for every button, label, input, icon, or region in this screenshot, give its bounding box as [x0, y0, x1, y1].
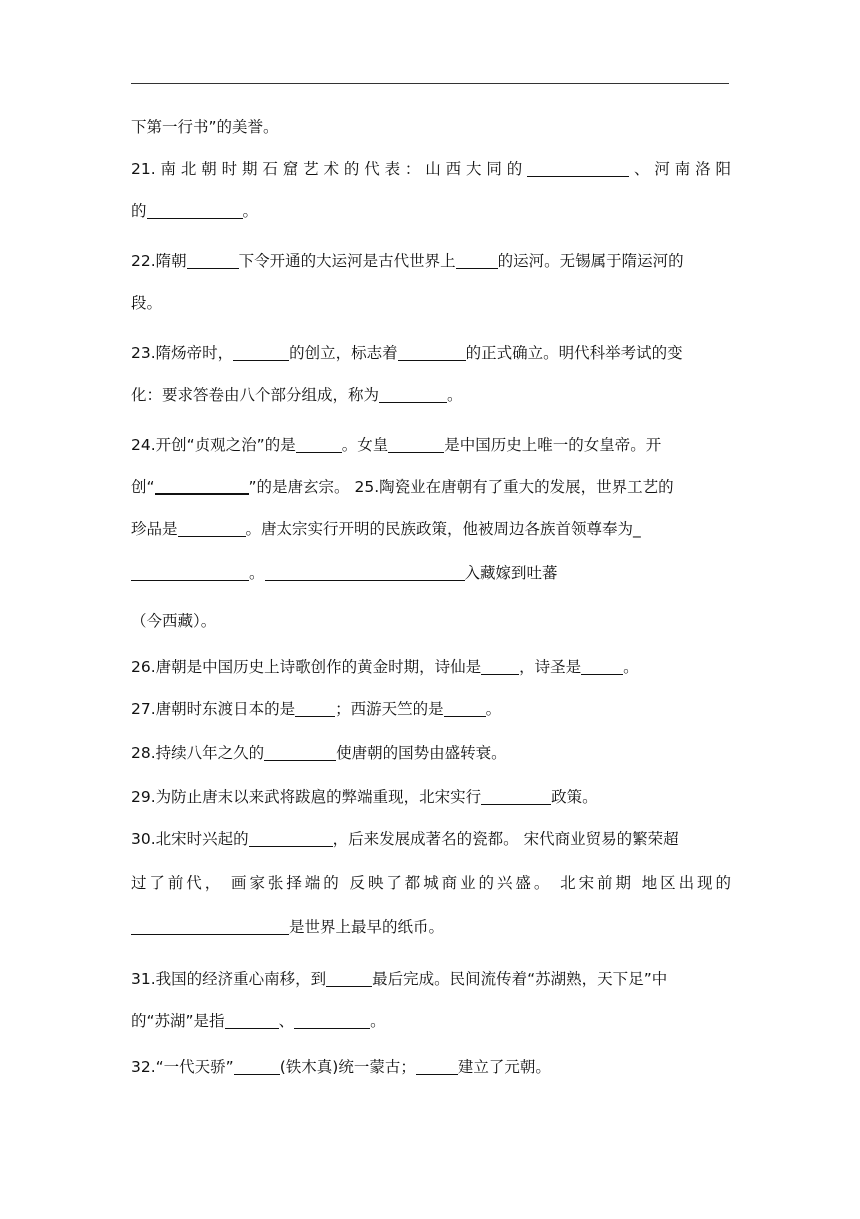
- answer-blank: [187, 252, 239, 269]
- text-segment: 珍品是: [131, 520, 178, 538]
- question-32-line: [131, 1056, 731, 1078]
- answer-blank: [581, 658, 623, 675]
- text-segment: 。: [623, 658, 639, 676]
- text-segment: 的运河。无锡属于隋运河的: [497, 252, 684, 270]
- text-segment: 最后完成。民间流传着“苏湖熟，天下足”中: [372, 970, 668, 988]
- question-30-line: [131, 872, 731, 894]
- question-24-25-line: [131, 476, 731, 498]
- answer-blank: [388, 436, 444, 453]
- text-segment: ，后来发展成著名的瓷都。 宋代商业贸易的繁荣超: [332, 830, 679, 848]
- question-29-line: [131, 786, 731, 808]
- text-segment: 。: [447, 386, 463, 404]
- question-22-line: [131, 292, 731, 314]
- text-segment: 建立了元朝。: [457, 1058, 551, 1076]
- text-line: [131, 116, 731, 138]
- text-segment: 28.持续八年之久的: [131, 744, 265, 762]
- text-segment: 31.我国的经济重心南移，到: [131, 970, 327, 988]
- question-30-line: [131, 916, 731, 938]
- text-segment: 。唐太宗实行开明的民族政策，他被周边各族首领尊奉为_: [245, 520, 641, 538]
- text-segment: 段。: [131, 294, 163, 312]
- text-segment: 。: [370, 1012, 386, 1030]
- text-segment: ；西游天竺的是: [335, 700, 444, 718]
- answer-blank: [326, 970, 372, 987]
- text-segment: 是中国历史上唯一的女皇帝。开: [444, 436, 662, 454]
- answer-blank: [444, 700, 486, 717]
- text-segment: 、: [278, 1012, 295, 1030]
- answer-blank: [527, 160, 629, 177]
- text-segment: 22.隋朝: [131, 252, 187, 270]
- question-27-line: [131, 698, 731, 720]
- text-segment: 的: [131, 202, 147, 220]
- text-segment: 使唐朝的国势由盛转衰。: [336, 744, 507, 762]
- answer-blank: [456, 252, 498, 269]
- text-segment: 下第一行书”的美誉。: [131, 118, 279, 136]
- text-segment: 32.“一代天骄”: [131, 1058, 234, 1076]
- text-segment: 创“: [131, 478, 155, 496]
- text-segment: 29.为防止唐末以来武将跋扈的弊端重现，北宋实行: [131, 788, 482, 806]
- answer-blank: [147, 202, 243, 219]
- text-segment: （今西藏）。: [131, 612, 217, 630]
- question-25-line: [131, 610, 731, 632]
- question-25-line: [131, 518, 731, 540]
- answer-blank: [249, 830, 333, 847]
- question-21-line: [131, 200, 731, 222]
- text-segment: 化：要求答卷由八个部分组成，称为: [131, 386, 380, 404]
- text-segment: (铁木真)统一蒙古；: [279, 1058, 416, 1076]
- text-segment: 30.北宋时兴起的: [131, 830, 249, 848]
- text-segment: 24.开创“贞观之治”的是: [131, 436, 296, 454]
- question-23-line: [131, 384, 731, 406]
- question-30-line: [131, 828, 731, 850]
- answer-blank: [155, 477, 249, 495]
- text-segment: 的创立，标志着: [289, 344, 398, 362]
- answer-blank: [398, 344, 466, 361]
- answer-blank: [178, 520, 246, 537]
- answer-blank: [233, 344, 289, 361]
- text-segment: 下令开通的大运河是古代世界上: [238, 252, 456, 270]
- answer-blank: [131, 564, 249, 581]
- question-31-line: [131, 968, 731, 990]
- text-segment: 。: [485, 700, 502, 718]
- answer-blank: [265, 564, 465, 581]
- text-segment: 入藏嫁到吐蕃: [464, 564, 558, 582]
- answer-blank: [294, 1012, 370, 1029]
- answer-blank: [234, 1058, 280, 1075]
- text-segment: 。: [249, 564, 265, 582]
- text-segment: ，诗圣是: [519, 658, 582, 676]
- question-25-line: [131, 562, 731, 584]
- header-rule: [131, 83, 729, 84]
- question-28-line: [131, 742, 731, 764]
- text-segment: 27.唐朝时东渡日本的是: [131, 700, 296, 718]
- answer-blank: [131, 918, 289, 935]
- text-segment: 26.唐朝是中国历史上诗歌创作的黄金时期，诗仙是: [131, 658, 482, 676]
- question-26-line: [131, 656, 731, 678]
- answer-blank: [379, 386, 447, 403]
- text-segment: 、河南洛阳: [629, 160, 731, 178]
- answer-blank: [225, 1012, 279, 1029]
- text-segment: 。女皇: [341, 436, 389, 454]
- answer-blank: [481, 788, 551, 805]
- answer-blank: [416, 1058, 458, 1075]
- question-23-line: [131, 342, 731, 364]
- question-24-line: [131, 434, 731, 456]
- question-21-line: [131, 158, 731, 180]
- answer-blank: [295, 700, 335, 717]
- text-segment: ”的是唐玄宗。 25.陶瓷业在唐朝有了重大的发展，世界工艺的: [248, 478, 674, 496]
- text-segment: 政策。: [551, 788, 598, 806]
- question-31-line: [131, 1010, 731, 1032]
- answer-blank: [481, 658, 519, 675]
- text-segment: 的“苏湖”是指: [131, 1012, 225, 1030]
- text-segment: 过了前代， 画家张择端的 反映了都城商业的兴盛。 北宋前期 地区出现的: [131, 874, 731, 892]
- text-segment: 的正式确立。明代科举考试的变: [465, 344, 683, 362]
- text-segment: 21.南北朝时期石窟艺术的代表：山西大同的: [131, 160, 528, 178]
- answer-blank: [264, 744, 336, 761]
- text-segment: 23.隋炀帝时，: [131, 344, 234, 362]
- answer-blank: [296, 436, 342, 453]
- text-segment: 是世界上最早的纸币。: [289, 918, 445, 936]
- text-segment: 。: [242, 202, 259, 220]
- question-22-line: [131, 250, 731, 272]
